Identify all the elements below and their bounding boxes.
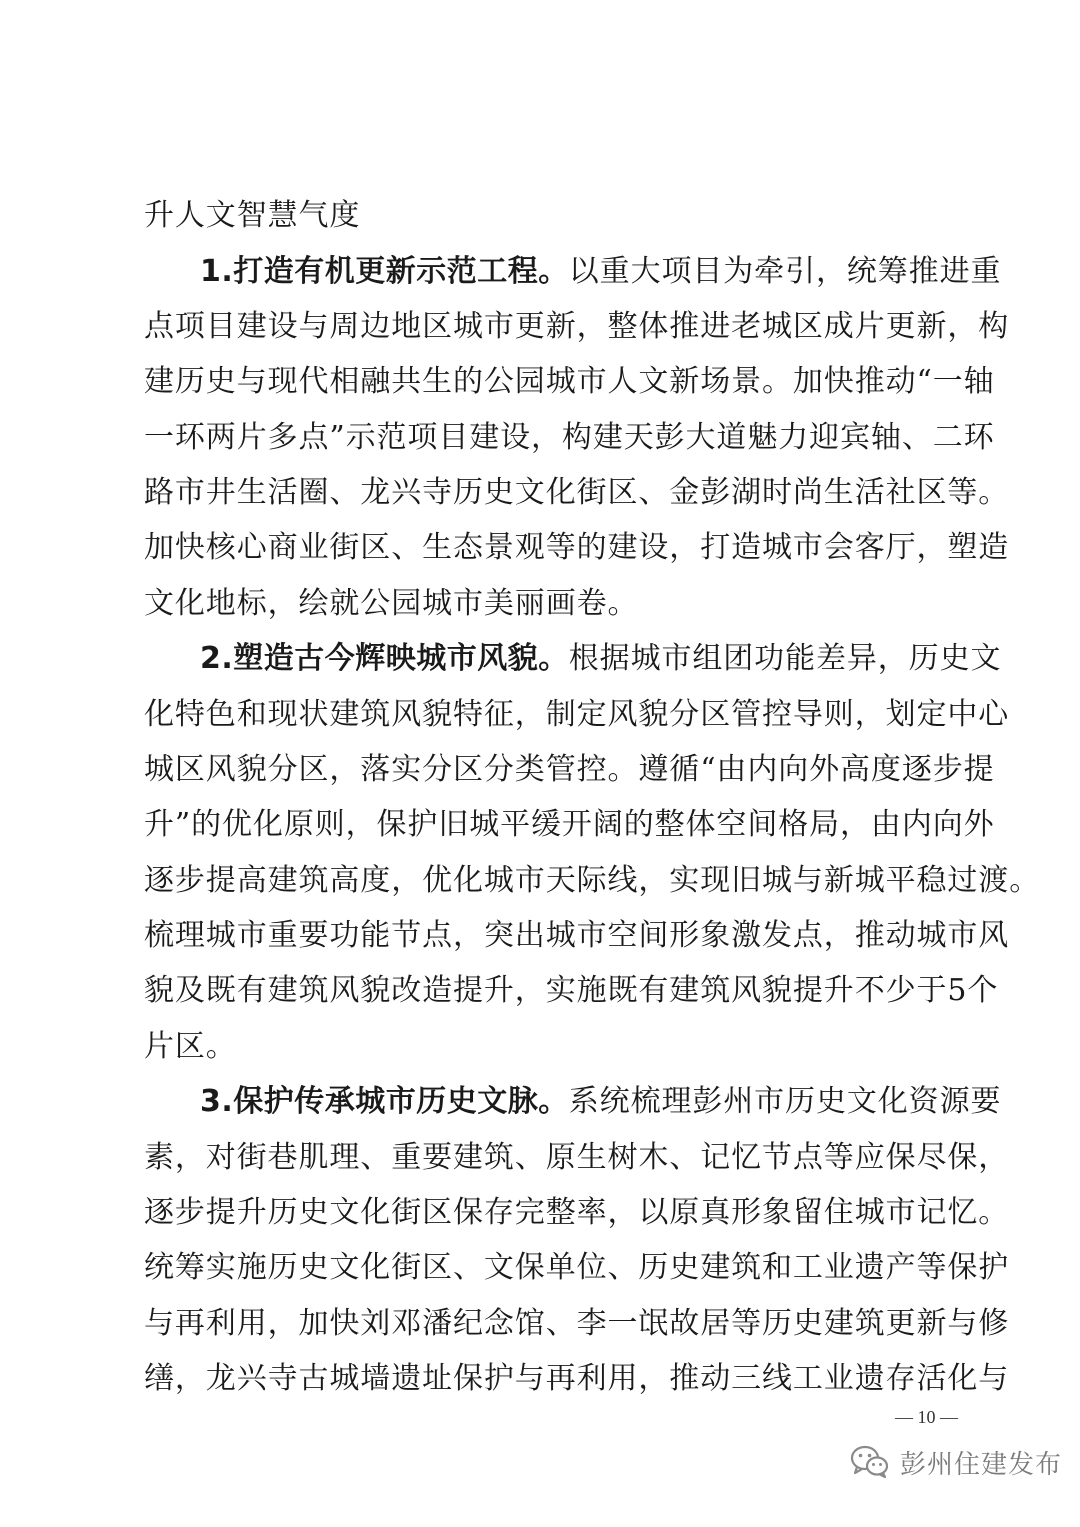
text-line: 城区风貌分区，落实分区分类管控。遵循“由内向外高度逐步提: [144, 752, 995, 787]
text-line: 统筹实施历史文化街区、文保单位、历史建筑和工业遗产等保护: [144, 1250, 1010, 1285]
section-heading-line: 1.打造有机更新示范工程。以重大项目为牵引，统筹推进重: [200, 254, 1002, 289]
text-line: 建历史与现代相融共生的公园城市人文新场景。加快推动“一轴: [144, 364, 995, 399]
text-line: 与再利用，加快刘邓潘纪念馆、李一氓故居等历史建筑更新与修: [144, 1306, 1010, 1341]
text-line: 片区。: [144, 1029, 237, 1064]
text-line: 逐步提高建筑高度，优化城市天际线，实现旧城与新城平稳过渡。: [144, 863, 1041, 898]
watermark-text: 彭州住建发布: [900, 1449, 1063, 1480]
section-heading-line: 3.保护传承城市历史文脉。系统梳理彭州市历史文化资源要: [200, 1084, 1002, 1119]
section-heading: 1.打造有机更新示范工程。: [200, 254, 569, 289]
page-number: — 10 —: [895, 1407, 958, 1427]
text-line: 加快核心商业街区、生态景观等的建设，打造城市会客厅，塑造: [144, 530, 1010, 565]
text-line: 化特色和现状建筑风貌特征，制定风貌分区管控导则，划定中心: [144, 697, 1010, 732]
text-line: 升人文智慧气度: [144, 198, 361, 233]
text-line: 貌及既有建筑风貌改造提升，实施既有建筑风貌提升不少于5个: [144, 973, 999, 1008]
text-line: 缮，龙兴寺古城墙遗址保护与再利用，推动三线工业遗存活化与: [144, 1361, 1010, 1396]
text-line: 一环两片多点”示范项目建设，构建天彭大道魅力迎宾轴、二环: [144, 420, 995, 455]
text-line: 梳理城市重要功能节点，突出城市空间形象激发点，推动城市风: [144, 918, 1010, 953]
section-heading: 2.塑造古今辉映城市风貌。: [200, 641, 569, 676]
section-heading-line: 2.塑造古今辉映城市风貌。根据城市组团功能差异，历史文: [200, 641, 1002, 676]
text-line: 素，对街巷肌理、重要建筑、原生树木、记忆节点等应保尽保，: [144, 1140, 1010, 1175]
text-line: 点项目建设与周边地区城市更新，整体推进老城区成片更新，构: [144, 309, 1010, 344]
watermark: [850, 1438, 1062, 1486]
section-heading: 3.保护传承城市历史文脉。: [200, 1084, 569, 1119]
text-line: 升”的优化原则，保护旧城平缓开阔的整体空间格局，由内向外: [144, 807, 995, 842]
text-line: 路市井生活圈、龙兴寺历史文化街区、金彭湖时尚生活社区等。: [144, 475, 1010, 510]
wechat-icon: [850, 1445, 890, 1479]
text-line: 文化地标，绘就公园城市美丽画卷。: [144, 586, 639, 621]
text-line: 逐步提升历史文化街区保存完整率，以原真形象留住城市记忆。: [144, 1195, 1010, 1230]
